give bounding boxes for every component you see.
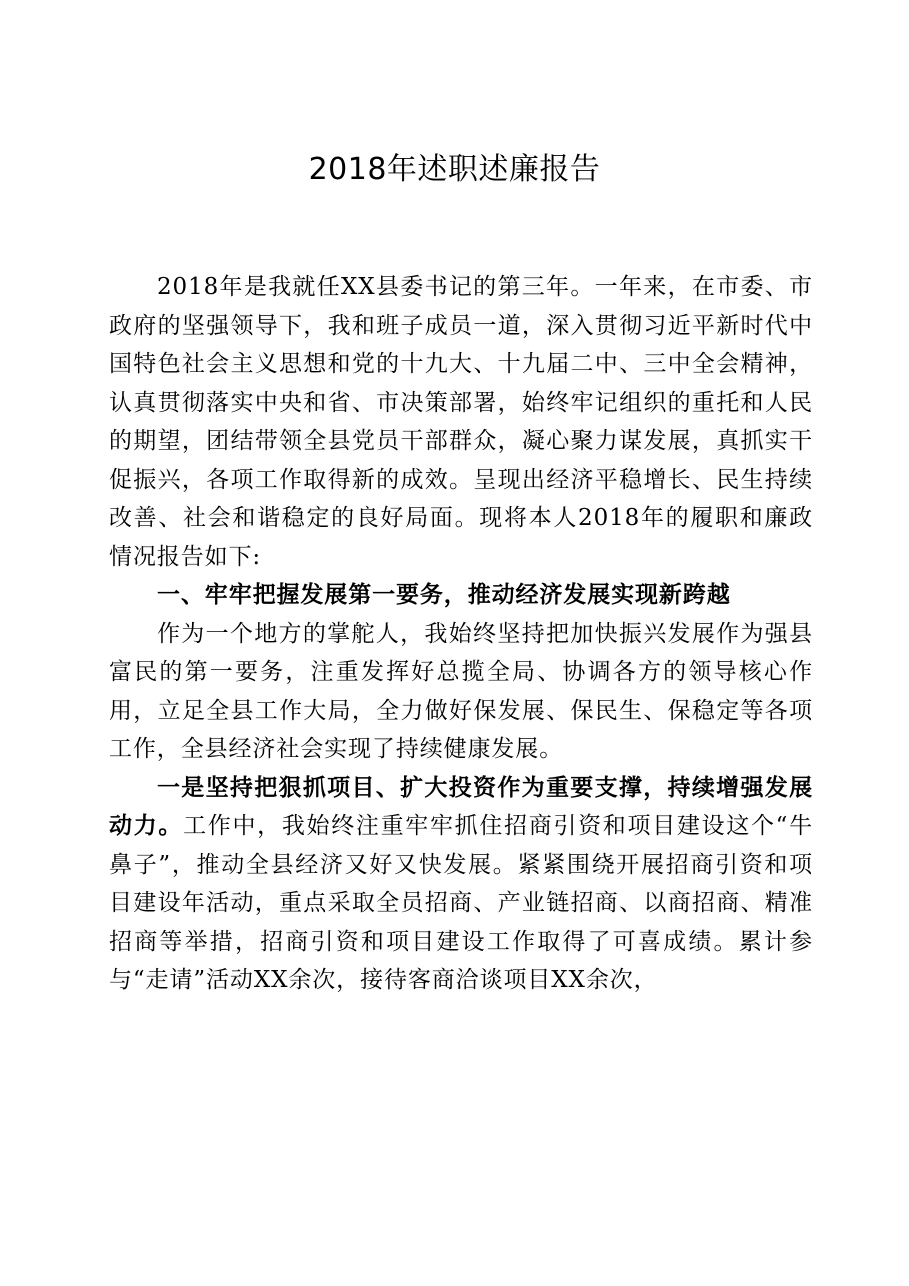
point-text: 工作中，我始终注重牢牢抓住招商引资和项目建设这个“牛鼻子”，推动全县经济又好又快发展。紧紧围绕开展招商引资和项目建设年活动，重点采取全员招商、产业链招商、以商招商、精准招商等举措，招商引资和项目建设工作取得了可喜成绩。累计参与“走请”活动XX余次，接待客商洽谈项目XX余次， xyxy=(109,813,813,993)
document-body xyxy=(109,268,813,1000)
point-lead: 一是坚持把狠抓项目、扩大投资作为重要支撑，持续增强发展动力。 xyxy=(109,773,813,839)
document-title: 2018年述职述廉报告 xyxy=(308,152,601,187)
point-paragraph xyxy=(109,769,813,1000)
section-heading: 一、牢牢把握发展第一要务，推动经济发展实现新跨越 xyxy=(157,581,731,608)
section-paragraph: 作为一个地方的掌舵人，我始终坚持把加快振兴发展作为强县富民的第一要务，注重发挥好总揽全局、协调各方的领导核心作用，立足全县工作大局，全力做好保发展、保民生、保稳定等各项工作，全县经济社会实现了持续健康发展。 xyxy=(109,620,813,762)
intro-paragraph: 2018年是我就任XX县委书记的第三年。一年来，在市委、市政府的坚强领导下，我和班子成员一道，深入贯彻习近平新时代中国特色社会主义思想和党的十九大、十九届二中、三中全会精神，认真贯彻落实中央和省、市决策部署，始终牢记组织的重托和人民的期望，团结带领全县党员干部群众，凝心聚力谋发展，真抓实干促振兴，各项工作取得新的成效。呈现出经济平稳增长、民生持续改善、社会和谐稳定的良好局面。现将本人2018年的履职和廉政情况报告如下: xyxy=(109,274,813,570)
